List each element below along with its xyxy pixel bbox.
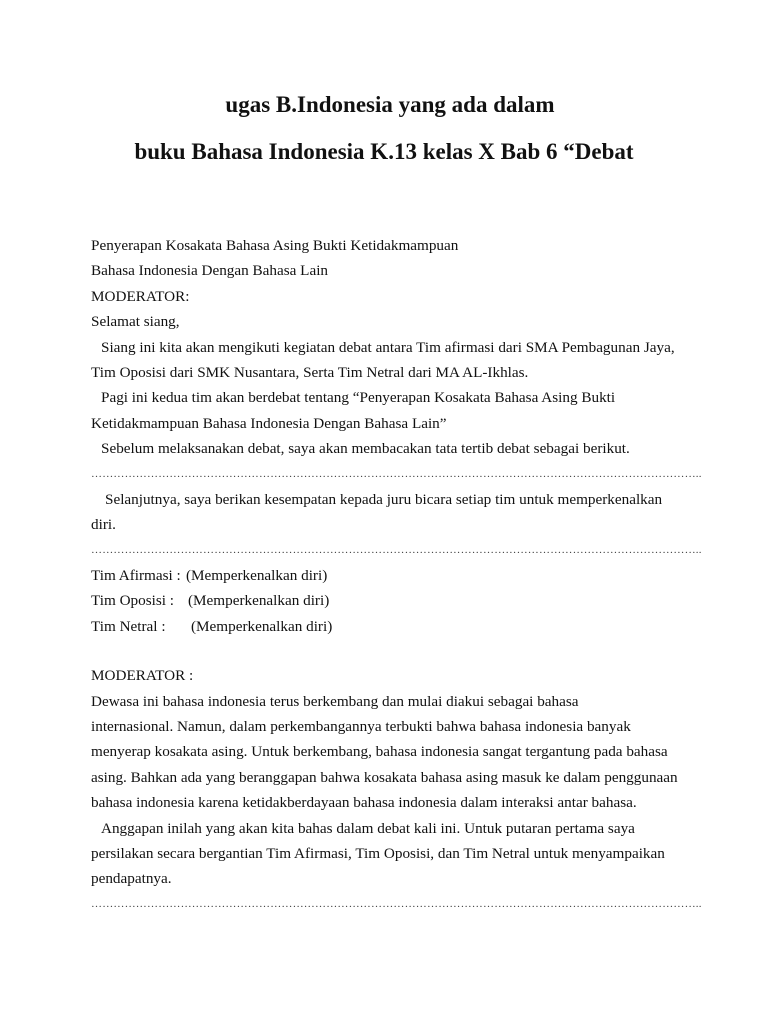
paragraph-line: Anggapan inilah yang akan kita bahas dalam debat kali ini. Untuk putaran pertama saya (101, 819, 635, 837)
team-intro-netral (91, 614, 691, 639)
team-label: Tim Afirmasi : (91, 567, 181, 585)
moderator-heading: MODERATOR: (91, 287, 190, 305)
dotted-placeholder-line: ……………………………………………………………………………………………………………………………………………….. (91, 467, 702, 480)
paragraph-line: pendapatnya. (91, 870, 172, 888)
team-intro-oposisi (91, 588, 691, 613)
greeting-line: Selamat siang, (91, 313, 180, 331)
paragraph-line: bahasa indonesia karena ketidakberdayaan bahasa indonesia dalam interaksi antar bahasa. (91, 794, 637, 812)
team-action: (Memperkenalkan diri) (186, 567, 328, 585)
paragraph-line: persilakan secara bergantian Tim Afirmasi, Tim Oposisi, dan Tim Netral untuk menyampaikan (91, 844, 665, 862)
team-label: Tim Oposisi : (91, 592, 175, 610)
team-action: (Memperkenalkan diri) (191, 617, 333, 635)
debate-topic-line-2: Bahasa Indonesia Dengan Bahasa Lain (91, 262, 329, 280)
paragraph-line: diri. (91, 516, 116, 534)
paragraph-line: menyerap kosakata asing. Untuk berkembang, bahasa indonesia sangat tergantung pada bahasa (91, 743, 668, 761)
paragraph-line: internasional. Namun, dalam perkembangannya terbukti bahwa bahasa indonesia banyak (91, 718, 631, 736)
paragraph-line: Siang ini kita akan mengikuti kegiatan debat antara Tim afirmasi dari SMA Pembagunan Jaya, (101, 338, 675, 356)
moderator-heading: MODERATOR : (91, 667, 194, 685)
paragraph-line: Dewasa ini bahasa indonesia terus berkembang dan mulai diakui sebagai bahasa (91, 692, 579, 710)
dotted-placeholder-line: ……………………………………………………………………………………………………………………………………………….. (91, 543, 702, 556)
dotted-placeholder-line: ……………………………………………………………………………………………………………………………………………….. (91, 897, 702, 910)
blank-spacer (91, 639, 691, 663)
paragraph-line: Selanjutnya, saya berikan kesempatan kepada juru bicara setiap tim untuk memperkenalkan (105, 490, 663, 508)
document-title-line-2: buku Bahasa Indonesia K.13 kelas X Bab 6 “Debat (134, 139, 634, 164)
team-label: Tim Netral : (91, 617, 166, 635)
paragraph-line: Ketidakmampuan Bahasa Indonesia Dengan Bahasa Lain” (91, 414, 447, 432)
paragraph-line: Tim Oposisi dari SMK Nusantara, Serta Tim Netral dari MA AL-Ikhlas. (91, 363, 529, 381)
team-action: (Memperkenalkan diri) (188, 592, 330, 610)
document-body (91, 233, 702, 917)
paragraph-line: Sebelum melaksanakan debat, saya akan membacakan tata tertib debat sebagai berikut. (101, 440, 630, 458)
debate-topic-line-1: Penyerapan Kosakata Bahasa Asing Bukti Ketidakmampuan (91, 237, 459, 254)
paragraph-line: asing. Bahkan ada yang beranggapan bahwa kosakata bahasa asing masuk ke dalam penggunaan (91, 768, 678, 786)
paragraph-line: Pagi ini kedua tim akan berdebat tentang “Penyerapan Kosakata Bahasa Asing Bukti (101, 389, 616, 407)
team-intro-afirmasi (91, 563, 691, 588)
document-title-line-1: ugas B.Indonesia yang ada dalam (225, 92, 555, 117)
